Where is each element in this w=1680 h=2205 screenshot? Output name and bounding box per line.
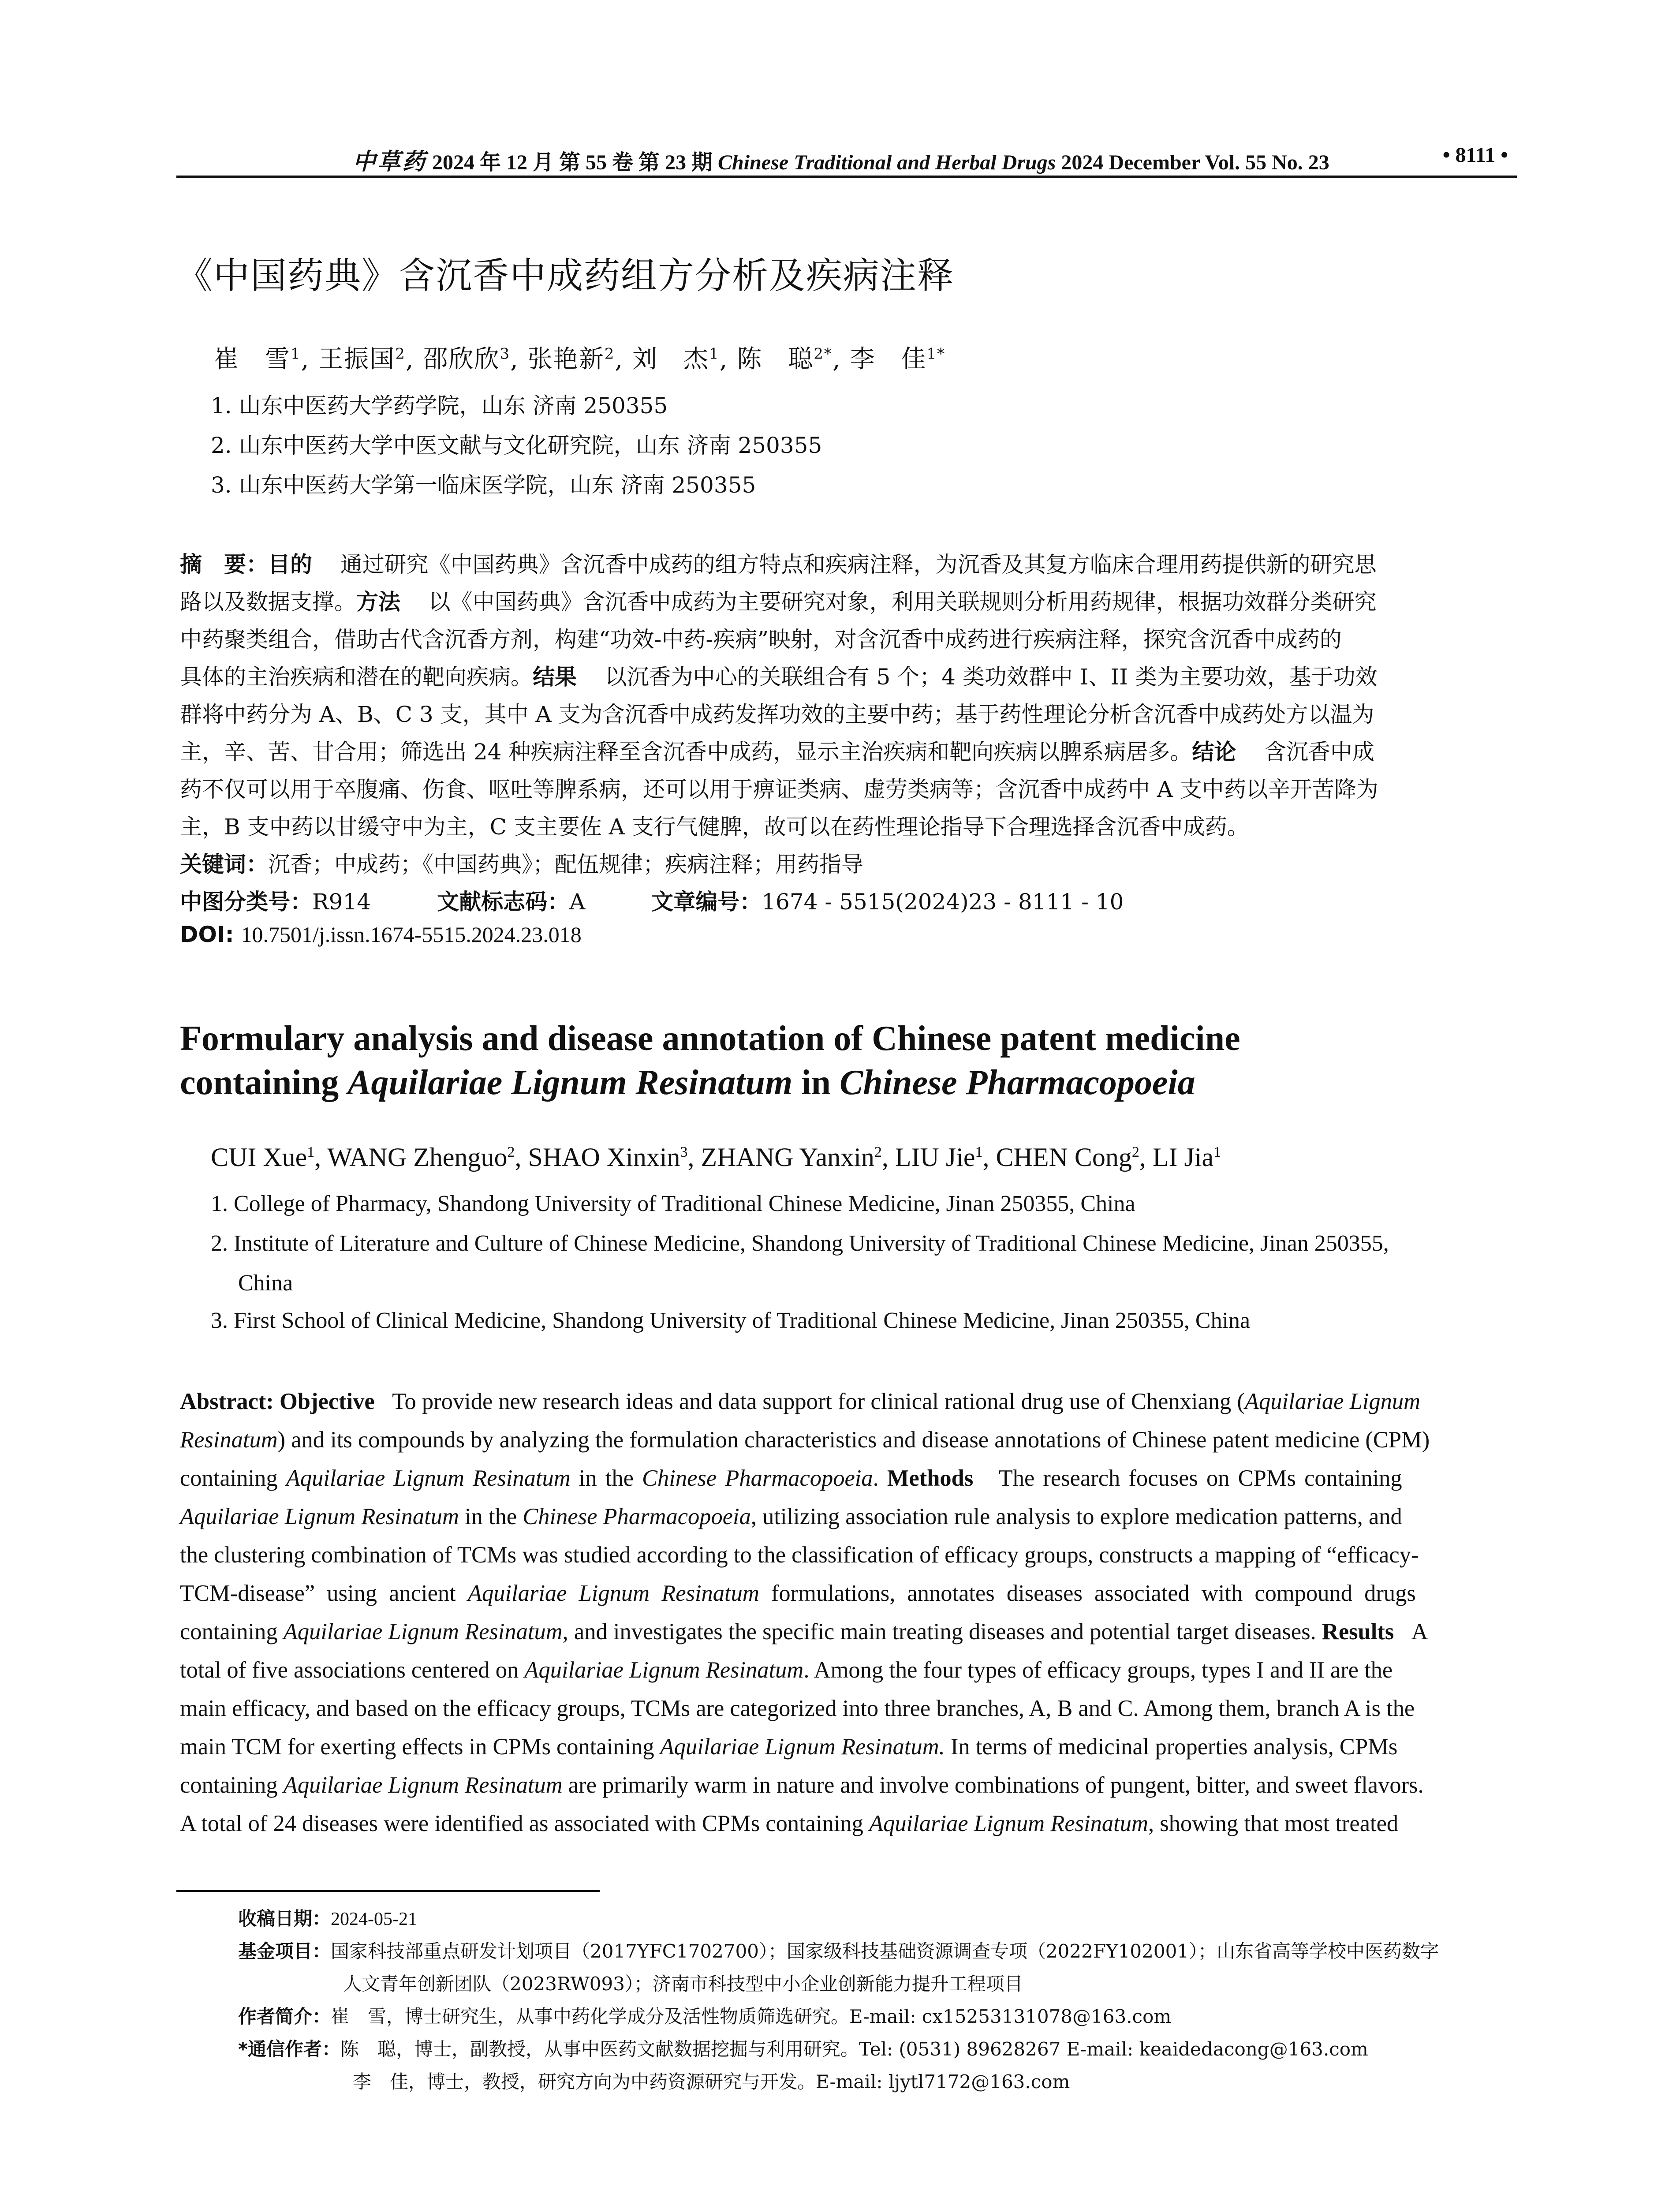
received-value: 2024-05-21 [331, 1909, 417, 1929]
en-abstract-text: Chinese Pharmacopoeia [523, 1504, 751, 1529]
en-author: CUI Xue [211, 1143, 307, 1172]
en-abstract-text: , utilizing association rule analysis to explore medication patterns, and [750, 1504, 1402, 1529]
cn-abstract-line [180, 584, 1517, 616]
cn-conclusion-label: 结论 [1192, 739, 1236, 765]
doc-code-label: 文献标志码： [437, 889, 570, 915]
corr-text: 陈 聪，博士，副教授，从事中医药文献数据挖掘与利用研究。Tel: (0531) 89628267 E-mail: keaidedacong@163.com [340, 2038, 1368, 2060]
en-title-part: in [792, 1063, 840, 1102]
en-abstract-text: . Among the four types of efficacy groups, types I and II are the [803, 1657, 1393, 1683]
en-abstract-text: in the [459, 1504, 523, 1529]
corresponding-author-2: 李 佳，博士，教授，研究方向为中药资源研究与开发。E-mail: ljytl7172@163.com [353, 2071, 1070, 2093]
en-abstract-text: Aquilariae Lignum Resinatum [283, 1619, 563, 1644]
journal-name-cn: 中草药 [353, 149, 427, 175]
en-author-list: CUI Xue$^1$, WANG Zhenguo$^2$, SHAO Xinxin$^3$, ZHANG Yanxin$^2$, LIU Jie$^1$, CHEN Cong$^2$, LI Jia$^1$ [211, 1143, 1221, 1172]
funding-line-1 [238, 1937, 1439, 1963]
en-author-sup: 2 [874, 1144, 882, 1160]
cn-abstract-line: 中药聚类组合，借助古代含沉香方剂，构建“功效-中药-疾病”映射，对含沉香中成药进行疾病注释，探究含沉香中成药的 [180, 627, 1342, 652]
author-bio [238, 2002, 1171, 2029]
cn-abstract-line: 主，B 支中药以甘缓守中为主，C 支主要佐 A 支行气健脾，故可以在药性理论指导下合理选择含沉香中成药。 [180, 814, 1249, 840]
en-results-label: Results [1322, 1619, 1394, 1644]
en-abstract-text: Aquilariae Lignum Resinatum [180, 1504, 459, 1529]
issue-cn: 2024 年 12 月 第 55 卷 第 23 期 [432, 151, 713, 174]
en-abstract-line [180, 1388, 1517, 1415]
cn-author-sup: 2 [604, 345, 615, 363]
doi-line [180, 922, 582, 947]
en-abstract-text: main TCM for exerting effects in CPMs containing [180, 1734, 660, 1760]
cn-abstract-text: 含沉香中成 [1264, 739, 1374, 765]
en-abstract-line [180, 1657, 1517, 1683]
en-abstract-text: containing [180, 1619, 284, 1644]
en-abstract-text: Resinatum [180, 1427, 278, 1453]
en-affiliation-3: 3. First School of Clinical Medicine, Shandong University of Traditional Chinese Medicine, Jinan 250355, China [211, 1308, 1251, 1333]
en-abstract-text: A [1411, 1619, 1428, 1644]
en-abstract-text: formulations, annotates diseases associated with compound drugs [759, 1581, 1416, 1606]
en-abstract-line [180, 1427, 1517, 1453]
en-abstract-line [180, 1734, 1517, 1760]
page-number: • 8111 • [1442, 143, 1508, 167]
cn-author: 崔 雪 [214, 345, 291, 374]
keywords-label: 关键词： [180, 852, 268, 877]
bio-label: 作者简介： [238, 2006, 331, 2027]
en-author-sup: 1 [1213, 1144, 1221, 1160]
classification-line [180, 884, 1124, 916]
cn-abstract-label: 摘 要： [180, 552, 268, 577]
cn-author: 陈 聪 [737, 345, 814, 374]
en-title-line-1: Formulary analysis and disease annotation of Chinese patent medicine [180, 1019, 1240, 1058]
cn-abstract-line: 药不仅可以用于卒腹痛、伤食、呕吐等脾系病，还可以用于痹证类病、虚劳类病等；含沉香中成药中 A 支中药以辛开苦降为 [180, 777, 1378, 802]
en-author-sup: 1 [975, 1144, 983, 1160]
en-abstract-line [180, 1772, 1517, 1798]
en-abstract-text: Aquilariae Lignum Resinatum [524, 1657, 804, 1683]
en-title-part: Chinese Pharmacopoeia [839, 1063, 1195, 1102]
en-abstract-text: containing [180, 1772, 284, 1798]
en-abstract-line [180, 1810, 1517, 1837]
cn-author-sup: 1 [709, 345, 720, 363]
en-abstract-text: Aquilariae Lignum Resinatum [467, 1581, 759, 1606]
en-title-part: Aquilariae Lignum Resinatum [347, 1063, 793, 1102]
footnote-rule [176, 1890, 600, 1892]
cn-author-sup: 1* [926, 345, 946, 363]
cn-affiliation-1: 1. 山东中医药大学药学院，山东 济南 250355 [211, 393, 668, 419]
en-abstract-text: in the [570, 1465, 642, 1491]
funding-label: 基金项目： [238, 1940, 331, 1962]
cn-author-sup: 1 [291, 345, 301, 363]
en-title-line-2 [180, 1063, 1195, 1103]
journal-citation [353, 143, 1329, 176]
cn-author-sup: 3 [500, 345, 511, 363]
en-methods-label: Methods [887, 1465, 974, 1491]
corresponding-author-1 [238, 2035, 1368, 2061]
en-abstract-text: Aquilariae Lignum Resinatum. [660, 1734, 945, 1760]
en-author: CHEN Cong [996, 1143, 1132, 1172]
en-author: ZHANG Yanxin [701, 1143, 874, 1172]
en-abstract-text: Chinese Pharmacopoeia [642, 1465, 873, 1491]
cn-methods-label: 方法 [356, 589, 400, 615]
en-affiliation-1: 1. College of Pharmacy, Shandong University of Traditional Chinese Medicine, Jinan 250355, China [211, 1191, 1135, 1216]
en-author-sup: 1 [307, 1144, 315, 1160]
issue-en: 2024 December Vol. 55 No. 23 [1061, 151, 1329, 174]
cn-abstract-text: 路以及数据支撑。 [180, 589, 356, 615]
cn-author-sup: 2 [395, 345, 406, 363]
en-affiliation-2: 2. Institute of Literature and Culture of Chinese Medicine, Shandong University of Traditional Chinese Medicine, Jinan 250355, [211, 1231, 1389, 1256]
cn-author: 王振国 [318, 345, 396, 374]
en-abstract-text: To provide new research ideas and data support for clinical rational drug use of Chenxiang ( [392, 1389, 1245, 1414]
cn-abstract-line [180, 547, 1517, 579]
funding-line-2: 人文青年创新团队（2023RW093）；济南市科技型中小企业创新能力提升工程项目 [343, 1973, 1023, 1995]
en-author: LI Jia [1152, 1143, 1214, 1172]
cn-author-sup: 2* [814, 345, 833, 363]
cn-author-list: 崔 雪$^1$, 王振国$^2$, 邵欣欣$^3$, 张艳新$^2$, 刘 杰$^1$, 陈 聪$^{2*}$, 李 佳$^{1*}$ [214, 345, 946, 374]
cn-author: 邵欣欣 [423, 345, 500, 374]
cn-author: 刘 杰 [632, 345, 709, 374]
cn-abstract-text: 以《中国药典》含沉香中成药为主要研究对象，利用关联规则分析用药规律，根据功效群分类研究 [428, 589, 1377, 615]
en-author: WANG Zhenguo [327, 1143, 508, 1172]
corr-label: *通信作者： [238, 2038, 340, 2060]
en-author: SHAO Xinxin [528, 1143, 680, 1172]
en-abstract-line [180, 1465, 1517, 1491]
article-no-label: 文章编号： [651, 889, 762, 915]
doi-value: 10.7501/j.issn.1674-5515.2024.23.018 [241, 922, 582, 947]
en-abstract-line: the clustering combination of TCMs was studied according to the classification of efficacy groups, constructs a mapping of “efficacy- [180, 1542, 1419, 1568]
cn-affiliation-3: 3. 山东中医药大学第一临床医学院，山东 济南 250355 [211, 472, 756, 498]
en-abstract-label: Abstract: Objective [180, 1389, 375, 1414]
cn-results-label: 结果 [533, 664, 577, 690]
cn-abstract-text: 主，辛、苦、甘合用；筛选出 24 种疾病注释至含沉香中成药，显示主治疾病和靶向疾病以脾系病居多。 [180, 739, 1192, 765]
cn-title: 《中国药典》含沉香中成药组方分析及疾病注释 [176, 255, 955, 297]
cn-author: 李 佳 [850, 345, 927, 374]
keywords-value: 沉香；中成药；《中国药典》；配伍规律；疾病注释；用药指导 [268, 852, 863, 877]
en-abstract-text: Aquilariae Lignum Resinatum [283, 1772, 563, 1798]
en-author-sup: 2 [1131, 1144, 1139, 1160]
en-abstract-text: Aquilariae Lignum Resinatum [869, 1811, 1148, 1836]
en-author-sup: 2 [507, 1144, 515, 1160]
en-abstract-text: Aquilariae Lignum Resinatum [286, 1465, 571, 1491]
en-abstract-text: containing [180, 1465, 286, 1491]
clc-value: R914 [312, 889, 371, 915]
en-abstract-line: main efficacy, and based on the efficacy groups, TCMs are categorized into three branches, A, B and C. Among them, branch A is the [180, 1696, 1415, 1721]
en-author-sup: 3 [680, 1144, 688, 1160]
en-title-part: containing [180, 1063, 348, 1102]
en-abstract-text: are primarily warm in nature and involve combinations of pungent, bitter, and sweet flavors. [562, 1772, 1424, 1798]
cn-abstract-line [180, 659, 1517, 691]
en-abstract-text: A total of 24 diseases were identified as associated with CPMs containing [180, 1811, 870, 1836]
running-header [176, 140, 1517, 178]
en-abstract-line [180, 1618, 1517, 1645]
cn-abstract-text: 以沉香为中心的关联组合有 5 个；4 类功效群中 I、II 类为主要功效，基于功效 [605, 664, 1378, 690]
cn-abstract-line: 群将中药分为 A、B、C 3 支，其中 A 支为含沉香中成药发挥功效的主要中药；基于药性理论分析含沉香中成药处方以温为 [180, 702, 1374, 727]
en-abstract-text: Aquilariae Lignum [1244, 1389, 1421, 1414]
en-abstract-line [180, 1580, 1517, 1607]
en-abstract-line [180, 1503, 1517, 1530]
en-abstract-text: ) and its compounds by analyzing the formulation characteristics and disease annotations of Chinese patent medicine (CPM) [277, 1427, 1430, 1453]
cn-affiliation-2: 2. 山东中医药大学中医文献与文化研究院，山东 济南 250355 [211, 433, 822, 458]
bio-text: 崔 雪，博士研究生，从事中药化学成分及活性物质筛选研究。E-mail: cx15253131078@163.com [331, 2006, 1172, 2027]
received-date [238, 1904, 417, 1931]
en-author: LIU Jie [895, 1143, 975, 1172]
cn-abstract-text: 具体的主治疾病和潜在的靶向疾病。 [180, 664, 533, 690]
cn-abstract-text: 通过研究《中国药典》含沉香中成药的组方特点和疾病注释，为沉香及其复方临床合理用药提供新的研究思 [340, 552, 1377, 577]
clc-label: 中图分类号： [180, 889, 312, 915]
en-abstract-text: In terms of medicinal properties analysis, CPMs [945, 1734, 1398, 1760]
journal-name-en: Chinese Traditional and Herbal Drugs [718, 151, 1056, 174]
cn-keywords [180, 847, 863, 878]
received-label: 收稿日期： [238, 1908, 331, 1929]
en-affiliation-2-cont: China [238, 1271, 293, 1296]
en-abstract-text: . [873, 1465, 879, 1491]
en-abstract-text: total of five associations centered on [180, 1657, 525, 1683]
en-abstract-text: TCM-disease” using ancient [180, 1581, 468, 1606]
en-abstract-text: The research focuses on CPMs containing [998, 1465, 1402, 1491]
doc-code-value: A [569, 889, 586, 915]
en-abstract-text: , showing that most treated [1148, 1811, 1399, 1836]
en-abstract-text: , and investigates the specific main treating diseases and potential target diseases. [562, 1619, 1316, 1644]
article-no-value: 1674 - 5515(2024)23 - 8111 - 10 [762, 889, 1124, 915]
cn-author: 张艳新 [527, 345, 605, 374]
cn-objective-label: 目的 [268, 552, 312, 577]
doi-label: DOI: [180, 922, 234, 947]
funding-text: 国家科技部重点研发计划项目（2017YFC1702700）；国家级科技基础资源调查专项（2022FY102001）；山东省高等学校中医药数字 [331, 1940, 1439, 1962]
cn-abstract-line [180, 734, 1517, 766]
